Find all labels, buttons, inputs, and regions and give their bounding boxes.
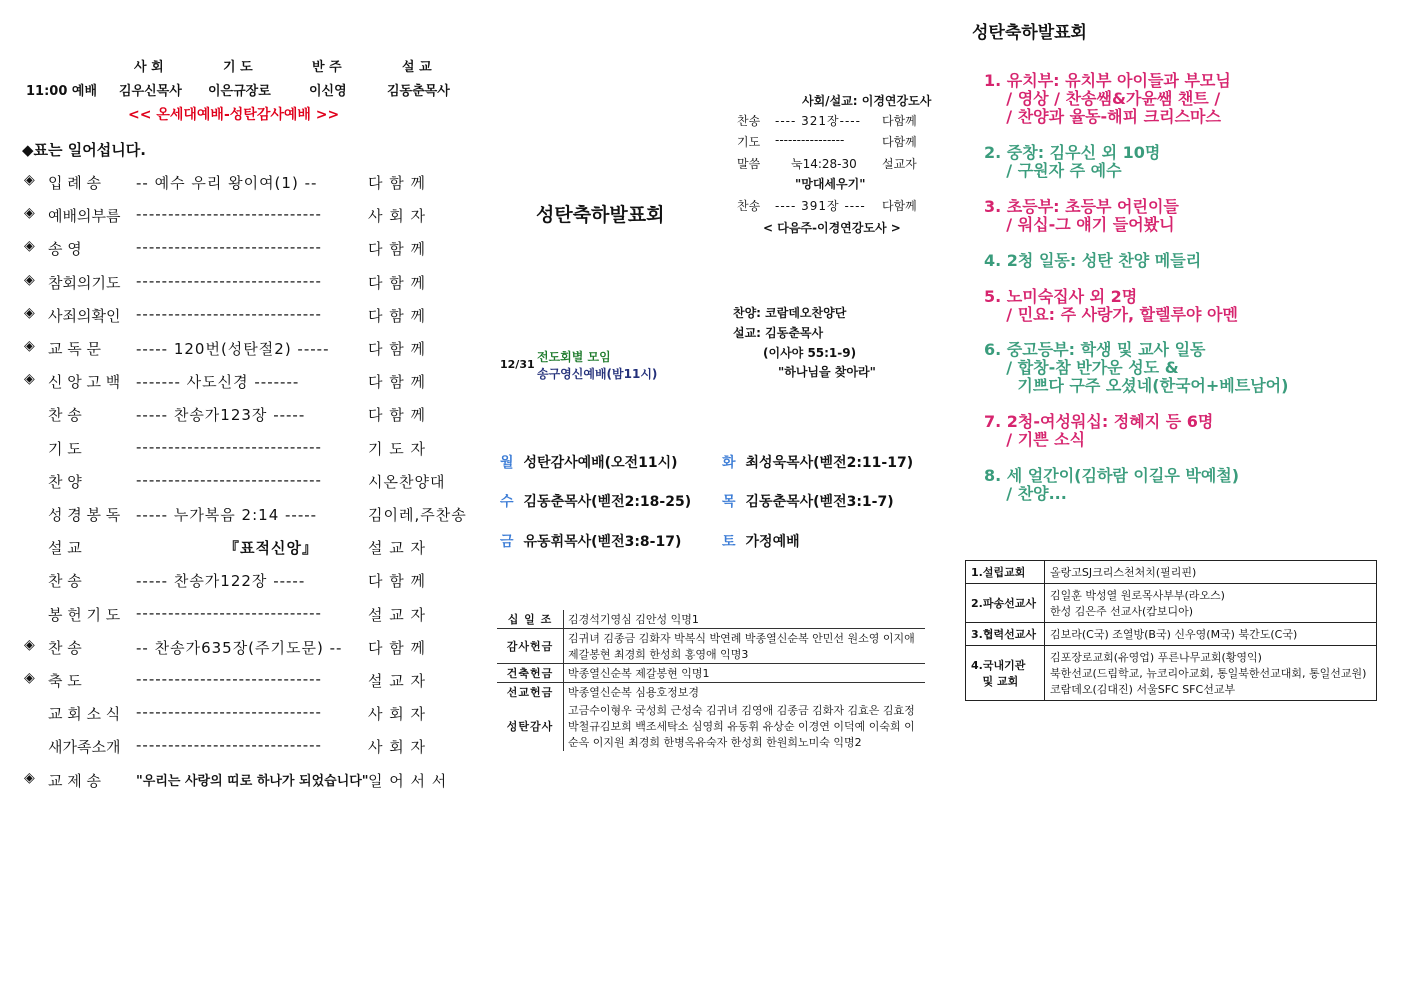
offering-row: 감사헌금 김귀녀 김종금 김화자 박복식 박연례 박종열신순복 안민선 원소영 이지애 제갈봉현 최경희 한성희 홍영애 익명3 xyxy=(497,629,925,664)
order-item xyxy=(24,504,467,526)
program-line: / 찬양... xyxy=(984,484,1067,503)
order-item-detail: "우리는 사랑의 띠로 하나가 되었습니다" xyxy=(136,773,369,789)
vespers-last-m: ---- 391장 ---- xyxy=(775,199,866,213)
vespers-row-m: 눅14:28-30 xyxy=(791,157,857,171)
order-item-name: 교 제 송 xyxy=(48,771,102,790)
order-item-detail: ----------------------------- xyxy=(136,205,322,224)
order-item xyxy=(24,172,456,194)
program-title: 성탄축하발표회 xyxy=(972,23,1087,43)
missions-table xyxy=(965,560,1377,701)
vespers-row-r: 다함께 xyxy=(882,135,917,149)
prayer-name: 이은규장로 xyxy=(208,84,271,99)
order-item-name: 찬 양 xyxy=(48,472,82,491)
program-item xyxy=(984,288,1238,324)
order-item-leader: 다 함 께 xyxy=(368,340,427,358)
program-line: 8. 세 얼간이(김하람 이길우 박예철) xyxy=(984,466,1240,485)
bullet-icon: ◈ xyxy=(24,205,35,222)
offering-row: 십 일 조 김경석기영심 김안성 익명1 xyxy=(497,610,925,629)
bullet-icon: ◈ xyxy=(24,670,35,686)
vespers-row-m: ---------------- xyxy=(775,133,845,147)
order-item-leader: 김이레,주찬송 xyxy=(368,506,467,524)
order-item-detail: ----------------------------- xyxy=(136,238,322,257)
service-subtitle: << 온세대예배-성탄감사예배 >> xyxy=(128,107,340,123)
order-item xyxy=(24,338,456,360)
role-sermon: 설 교 xyxy=(402,60,432,75)
program-line: 1. 유치부: 유치부 아이들과 부모님 xyxy=(984,71,1231,90)
vespers-row-k: 기도 xyxy=(737,135,761,149)
event-praise: 찬양: 코람데오찬양단 xyxy=(733,306,847,320)
program-item xyxy=(984,341,1288,395)
order-item-name: 축 도 xyxy=(48,672,82,690)
event-verse: (이사야 55:1-9) xyxy=(763,346,857,360)
order-item-leader: 사 회 자 xyxy=(368,738,427,757)
vespers-next: < 다음주-이경연강도사 > xyxy=(763,221,901,235)
vespers-row-k: 찬송 xyxy=(737,114,761,128)
event-line2: 송구영신예배(밤11시) xyxy=(537,367,658,381)
order-item-leader: 일 어 서 서 xyxy=(368,771,448,790)
order-item-name: 참회의기도 xyxy=(48,273,121,292)
order-item-detail: ----------------------------- xyxy=(136,437,322,456)
order-item xyxy=(24,404,456,426)
program-line: / 민요: 주 사랑가, 할렐루야 아멘 xyxy=(984,305,1238,324)
program-item xyxy=(984,467,1239,503)
program-item xyxy=(984,198,1179,234)
order-item-leader: 설 교 자 xyxy=(368,605,427,624)
role-host: 사 회 xyxy=(134,60,164,75)
program-line: / 구원자 주 예수 xyxy=(984,161,1122,180)
order-item xyxy=(24,570,456,592)
order-item-detail: ----------------------------- xyxy=(136,703,322,722)
mission-row: 4.국내기관 및 교회 김포장로교회(유영업) 푸른나무교회(황영익) 북한선교(드림학교, 뉴코리아교회, 통일북한선교대회, 통일선교원) 코람데오(김대진) 서울SFC SFC선교부 xyxy=(966,646,1377,701)
order-item-leader: 다 함 께 xyxy=(368,638,427,657)
offering-row: 건축헌금 박종열신순복 제갈봉현 익명1 xyxy=(497,664,925,683)
order-item-name: 교 회 소 식 xyxy=(48,705,121,724)
order-item-name: 기 도 xyxy=(48,439,82,458)
program-line: / 기쁜 소식 xyxy=(984,430,1086,449)
program-line: 3. 초등부: 초등부 어린이들 xyxy=(984,197,1179,216)
order-item-leader: 다 함 께 xyxy=(368,406,427,425)
order-item-leader: 기 도 자 xyxy=(368,439,427,458)
order-item-leader: 설 교 자 xyxy=(368,539,427,558)
offering-row: 성탄감사 고금수이형우 국성희 근성숙 김귀녀 김영애 김종금 김화자 김효은 김효정 박철규김보희 백조세탁소 심영희 유동휘 유상순 이경연 이덕예 이숙희 이순옥 이지원 최경희 한병옥유숙자 한성희 한원희노미숙 익명2 xyxy=(497,701,925,751)
order-item-leader: 설 교 자 xyxy=(368,672,427,690)
program-line: / 영상 / 찬송쌤&가윤쌤 챈트 / xyxy=(984,89,1221,108)
accompanist-name: 이신영 xyxy=(309,84,347,99)
program-line: 4. 2청 일동: 성탄 찬양 메들리 xyxy=(984,251,1202,270)
program-item xyxy=(984,252,1201,270)
program-line: / 합창-참 반가운 성도 & xyxy=(984,358,1179,377)
order-item-name: 송 영 xyxy=(48,240,82,259)
bullet-icon: ◈ xyxy=(24,172,35,188)
order-item-leader: 다 함 께 xyxy=(368,373,427,392)
program-line: 2. 중창: 김우신 외 10명 xyxy=(984,143,1161,162)
order-item-detail: ----------------------------- xyxy=(136,271,322,290)
vespers-sermon: "망대세우기" xyxy=(795,177,866,191)
role-prayer: 기 도 xyxy=(223,60,253,75)
order-item xyxy=(24,670,456,692)
bullet-icon: ◈ xyxy=(24,304,35,321)
program-line: 5. 노미숙집사 외 2명 xyxy=(984,287,1138,306)
standing-note: ◆표는 일어섭니다. xyxy=(22,141,146,159)
vespers-row-r: 설교자 xyxy=(882,157,917,171)
event-line1: 전도회별 모임 xyxy=(537,350,611,364)
offering-row: 선교헌금 박종열신순복 심용호정보경 xyxy=(497,683,925,702)
order-item xyxy=(24,238,456,260)
week-tue: 화 최성욱목사(벧전2:11-17) xyxy=(722,455,914,471)
order-item xyxy=(24,438,456,460)
order-item-detail: ----- 누가복음 2:14 ----- xyxy=(136,506,318,524)
preacher-name: 김동춘목사 xyxy=(387,84,450,99)
order-item-name: 성 경 봉 독 xyxy=(48,506,121,524)
order-item-detail: ----- 찬송가122장 ----- xyxy=(136,572,306,591)
order-item xyxy=(24,537,456,559)
bullet-icon: ◈ xyxy=(24,271,35,288)
order-item xyxy=(24,736,456,758)
order-item xyxy=(24,703,456,725)
mission-row: 2.파송선교사 김일훈 박성열 원로목사부부(라오스) 한성 김은주 선교사(캄보디아) xyxy=(966,584,1377,623)
order-item-leader: 시온찬양대 xyxy=(368,472,446,491)
order-item-name: 사죄의확인 xyxy=(48,306,121,325)
order-item-detail: ----------------------------- xyxy=(136,304,322,323)
order-item-name: 교 독 문 xyxy=(48,340,102,358)
program-item xyxy=(984,144,1160,180)
order-item xyxy=(24,604,456,626)
offerings-table xyxy=(497,610,925,751)
vespers-row-r: 다함께 xyxy=(882,114,917,128)
bullet-icon: ◈ xyxy=(24,338,35,354)
program-line: / 찬양과 율동-해피 크리스마스 xyxy=(984,107,1221,126)
order-item-leader: 사 회 자 xyxy=(368,705,427,724)
service-time: 11:00 예배 xyxy=(26,84,98,99)
program-item xyxy=(984,72,1231,126)
order-item xyxy=(24,205,456,227)
order-item-detail: ----- 120번(성탄절2) ----- xyxy=(136,340,330,358)
order-item-leader: 다 함 께 xyxy=(368,306,427,325)
program-line: 7. 2청-여성워십: 정혜지 등 6명 xyxy=(984,412,1214,431)
order-item-detail: -- 예수 우리 왕이여(1) -- xyxy=(136,174,318,192)
week-wed: 수 김동춘목사(벧전2:18-25) xyxy=(500,494,692,510)
order-item-name: 찬 송 xyxy=(48,406,82,425)
order-item-detail: 『표적신앙』 xyxy=(224,539,318,558)
vespers-last-r: 다함께 xyxy=(882,199,917,213)
middle-title: 성탄축하발표회 xyxy=(536,204,665,226)
event-preacher: 설교: 김동춘목사 xyxy=(733,326,824,340)
bullet-icon: ◈ xyxy=(24,238,35,255)
order-item xyxy=(24,770,456,792)
program-item xyxy=(984,413,1213,449)
host-name: 김우신목사 xyxy=(119,84,182,99)
order-item-name: 신 앙 고 백 xyxy=(48,373,121,392)
order-item-detail: ----------------------------- xyxy=(136,603,322,622)
week-thu: 목 김동춘목사(벧전3:1-7) xyxy=(722,494,894,510)
mission-row: 3.협력선교사 김보라(C국) 조열방(B국) 신우영(M국) 북간도(C국) xyxy=(966,623,1377,646)
order-item-detail: ----------------------------- xyxy=(136,736,322,755)
order-item-name: 새가족소개 xyxy=(48,738,121,757)
order-item-leader: 다 함 께 xyxy=(368,174,427,192)
role-accompaniment: 반 주 xyxy=(312,60,342,75)
order-item xyxy=(24,637,456,659)
week-sat: 토 가정예배 xyxy=(722,534,800,550)
order-item-detail: -- 찬송가635장(주기도문) -- xyxy=(136,638,343,657)
order-item-name: 입 례 송 xyxy=(48,174,102,192)
vespers-last-k: 찬송 xyxy=(737,199,761,213)
order-item-name: 설 교 xyxy=(48,539,82,558)
mission-row: 1.설립교회 올랑고SJ크리스천처치(필리핀) xyxy=(966,561,1377,584)
bullet-icon: ◈ xyxy=(24,636,35,653)
order-item-leader: 사 회 자 xyxy=(368,207,427,226)
order-item-name: 찬 송 xyxy=(48,572,82,591)
bullet-icon: ◈ xyxy=(24,371,35,388)
order-item-name: 예배의부름 xyxy=(48,207,121,226)
program-line: / 워십-그 얘기 들어봤니 xyxy=(984,215,1175,234)
program-line: 기쁘다 구주 오셨네(한국어+베트남어) xyxy=(984,376,1289,395)
order-item xyxy=(24,371,456,393)
vespers-row-k: 말씀 xyxy=(737,157,761,171)
program-line: 6. 중고등부: 학생 및 교사 일동 xyxy=(984,340,1206,359)
bullet-icon: ◈ xyxy=(24,769,35,786)
week-mon: 월 성탄감사예배(오전11시) xyxy=(500,455,678,471)
vespers-leader: 사회/설교: 이경연강도사 xyxy=(802,94,932,108)
event-date: 12/31 xyxy=(500,358,535,371)
order-item-leader: 다 함 께 xyxy=(368,273,427,292)
order-item-name: 찬 송 xyxy=(48,638,82,657)
order-item-leader: 다 함 께 xyxy=(368,240,427,259)
order-item xyxy=(24,272,456,294)
order-item xyxy=(24,305,456,327)
event-sermon: "하나님을 찾아라" xyxy=(778,365,876,379)
week-fri: 금 유동휘목사(벧전3:8-17) xyxy=(500,534,682,550)
order-item-detail: ----------------------------- xyxy=(136,470,322,489)
order-item-leader: 다 함 께 xyxy=(368,572,427,591)
order-item-name: 봉 헌 기 도 xyxy=(48,605,121,624)
order-item-detail: ----------------------------- xyxy=(136,670,322,688)
vespers-row-m: ---- 321장---- xyxy=(775,114,861,128)
order-item xyxy=(24,471,456,493)
order-item-detail: ------- 사도신경 ------- xyxy=(136,373,300,392)
order-item-detail: ----- 찬송가123장 ----- xyxy=(136,406,306,425)
